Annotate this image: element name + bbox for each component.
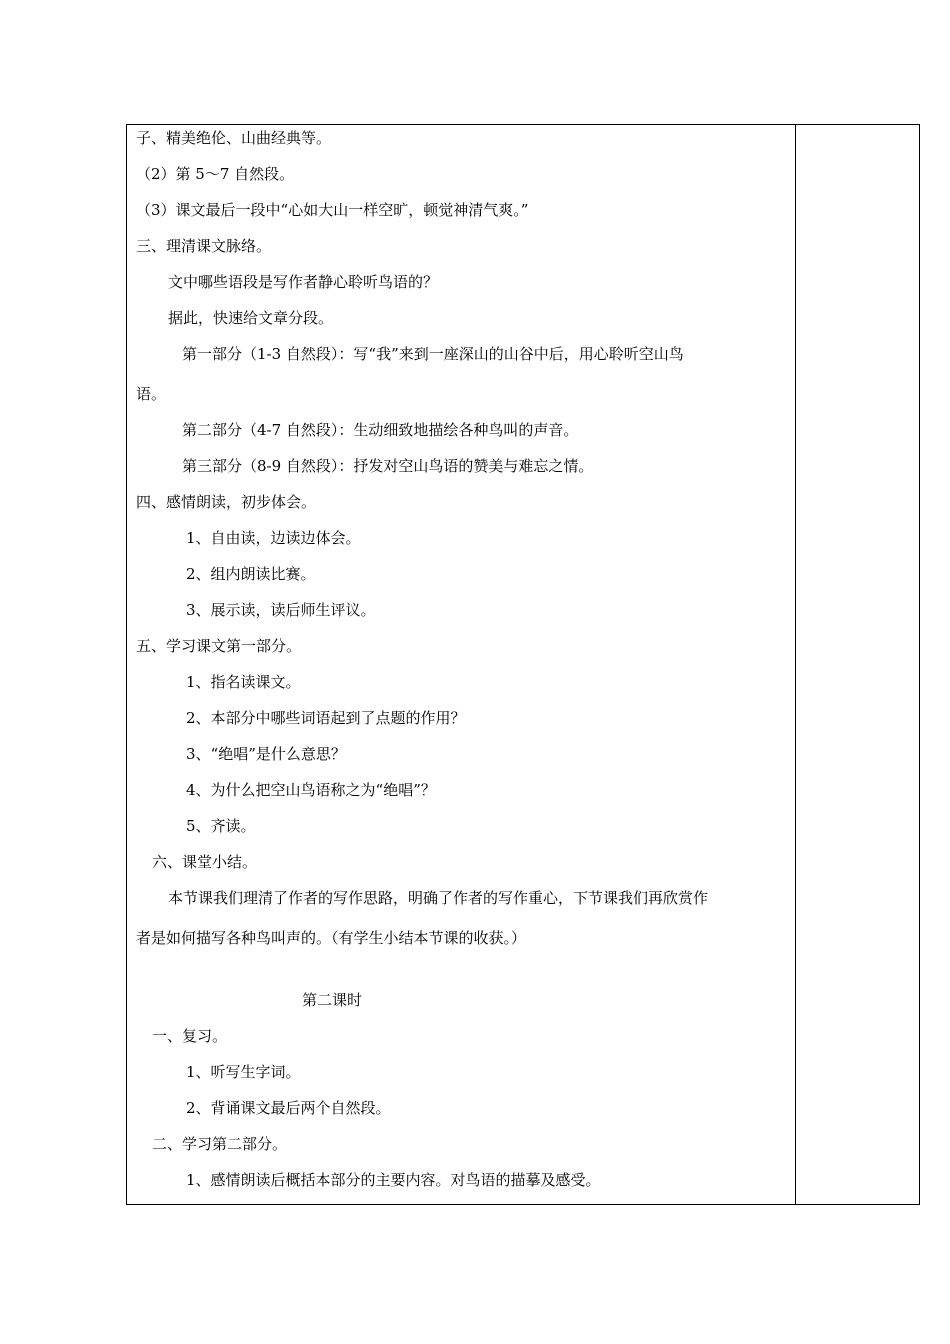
list-item: 1、听写生字词。 <box>186 1063 301 1081</box>
list-item: 2、本部分中哪些词语起到了点题的作用？ <box>186 709 466 727</box>
section-heading-6: 六、课堂小结。 <box>152 853 258 871</box>
list-item: 5、齐读。 <box>186 817 256 835</box>
second-lesson-title: 第二课时 <box>302 991 363 1009</box>
text-line-7: 第一部分（1-3 自然段）：写“我”来到一座深山的山谷中后，用心聆听空山鸟 <box>182 345 684 363</box>
text-line-2: （2）第 5～7 自然段。 <box>136 165 295 183</box>
section-heading-4: 四、感情朗读，初步体会。 <box>136 493 317 511</box>
list-item: 1、感情朗读后概括本部分的主要内容。对鸟语的描摹及感受。 <box>186 1171 601 1189</box>
text-line-23: 者是如何描写各种鸟叫声的。（有学生小结本节课的收获。） <box>136 929 527 947</box>
text-line-3: （3）课文最后一段中“心如大山一样空旷，顿觉神清气爽。” <box>136 201 529 219</box>
section-heading-review: 一、复习。 <box>152 1027 228 1045</box>
section-heading-5: 五、学习课文第一部分。 <box>136 637 302 655</box>
text-line-5: 文中哪些语段是写作者静心聆听鸟语的？ <box>168 273 439 291</box>
text-line-22: 本节课我们理清了作者的写作思路，明确了作者的写作重心，下节课我们再欣赏作 <box>168 889 709 907</box>
text-line-1: 子、精美绝伦、山曲经典等。 <box>136 129 332 147</box>
section-heading-part2: 二、学习第二部分。 <box>152 1135 288 1153</box>
list-item: 1、指名读课文。 <box>186 673 301 691</box>
list-item: 2、组内朗读比赛。 <box>186 565 316 583</box>
list-item: 1、自由读，边读边体会。 <box>186 529 361 547</box>
text-line-6: 据此，快速给文章分段。 <box>168 309 334 327</box>
list-item: 3、“绝唱”是什么意思？ <box>186 745 346 763</box>
text-line-10: 第三部分（8-9 自然段）：抒发对空山鸟语的赞美与难忘之情。 <box>182 457 594 475</box>
text-line-8: 语。 <box>136 385 167 403</box>
list-item: 4、为什么把空山鸟语称之为“绝唱”？ <box>186 781 436 799</box>
list-item: 2、背诵课文最后两个自然段。 <box>186 1099 391 1117</box>
text-line-9: 第二部分（4-7 自然段）：生动细致地描绘各种鸟叫的声音。 <box>182 421 579 439</box>
list-item: 3、展示读，读后师生评议。 <box>186 601 376 619</box>
column-divider <box>795 124 796 1205</box>
section-heading-3: 三、理清课文脉络。 <box>136 237 272 255</box>
